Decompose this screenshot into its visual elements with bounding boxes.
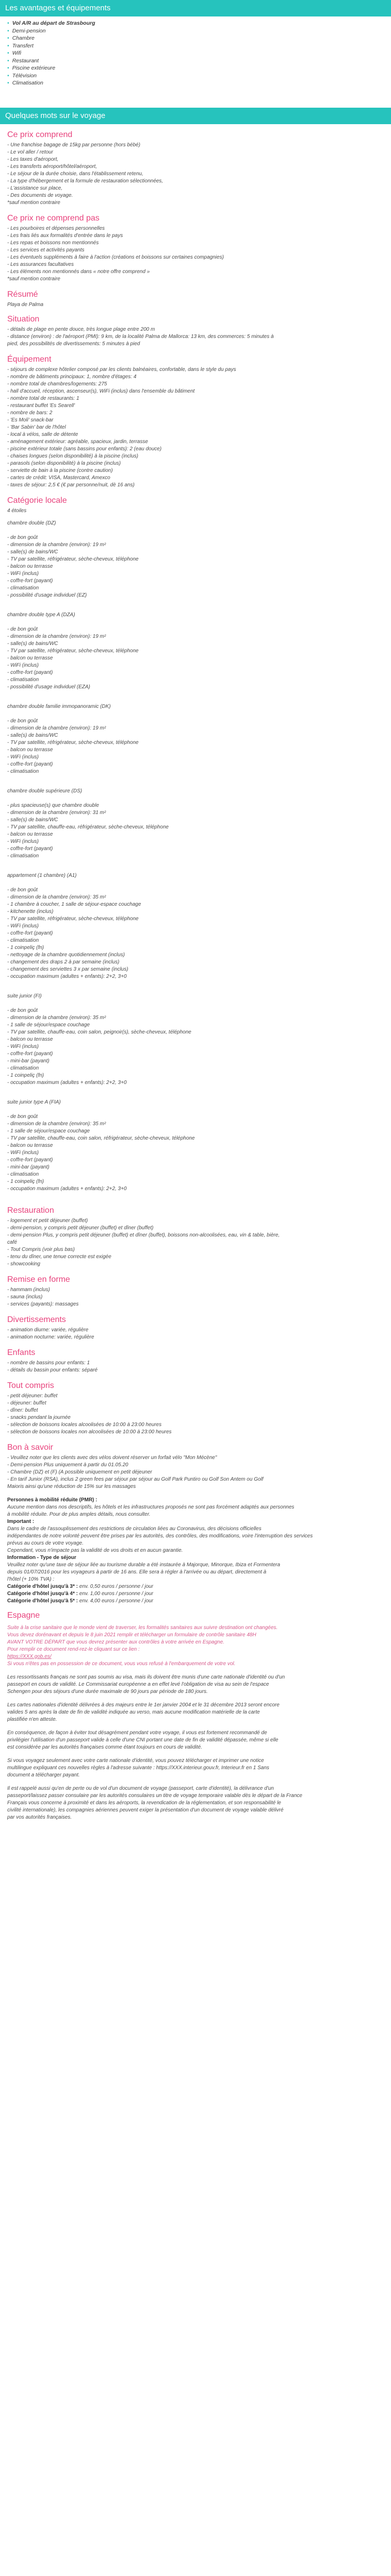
spacer [7, 1002, 384, 1007]
avantage-label: Restaurant [12, 57, 39, 64]
bon-a-savoir-heading: Bon à savoir [7, 1443, 53, 1452]
equipement-line: - séjours de complexe hôtelier composé par les clients balnéaires, confortable, dans le style du pays [7, 366, 236, 372]
room-feature-line: - 1 coinpeliç (fn) [7, 1178, 44, 1184]
prix-pas-line: - Les éléments non mentionnés dans « notre offre comprend » [7, 268, 150, 275]
room-feature-line: - balcon ou terrasse [7, 1036, 53, 1042]
room-feature-line: - 1 chambre à coucher, 1 salle de séjour-espace couchage [7, 901, 141, 907]
equipement-line: - cartes de crédit: VISA, Mastercard, Amexco [7, 474, 110, 481]
room-type-title: suite junior (FI) [7, 993, 42, 999]
prix-pas-line: - Les pourboires et dépenses personnelles [7, 225, 105, 231]
room-feature-line: - coffre-fort (payant) [7, 1050, 53, 1057]
equipement-line: - 'Es Moli' snack-bar [7, 417, 54, 423]
room-feature-line: - WiFi (inclus) [7, 1043, 39, 1049]
avantage-label: Wifi [12, 50, 22, 56]
room-feature-line: - balcon ou terrasse [7, 563, 53, 569]
resume-heading: Résumé [7, 290, 38, 299]
important-line: indépendantes de notre volonté peuvent être prises par les autorités, des contrôles, des modifications, voire l'interruption des services [7, 1533, 313, 1539]
equipement-line: - aménagement extérieur: agréable, spacieux, jardin, terrasse [7, 438, 148, 445]
room-feature-line: - 1 coinpeliç (fn) [7, 1072, 44, 1078]
tout-compris-line: - petit déjeuner: buffet [7, 1393, 58, 1399]
equipement-line: - chaises longues (selon disponibilité) à la piscine (inclus) [7, 453, 139, 459]
pmr-heading: Personnes à mobilité réduite (PMR) : [7, 1497, 97, 1503]
bon-a-savoir-line: - En tarif Junior (RSA), inclus 2 green fees par séjour par séjour au Golf Park Puntiro ou Golf Son Antem ou Golf [7, 1476, 264, 1482]
prix-comprend-line: - Les taxes d'aéroport, [7, 156, 59, 162]
espagne-alert-line: Si vous n'êtes pas en possession de ce document, vous vous refusé à l'embarquement de votre vol. [7, 1660, 236, 1667]
espagne-alert-line: Suite à la crise sanitaire que le monde vient de traverser, les formalités sanitaires aux suivre destination ont changées. [7, 1624, 278, 1631]
room-feature-line: - dimension de la chambre (environ): 35 m² [7, 1014, 106, 1021]
equipement-line: - nombre de bâtiments principaux: 1, nombre d'étages: 4 [7, 374, 137, 380]
spacer [7, 621, 384, 626]
important-line: Cependant, vous n'impacte pas la validité de vos droits et en aucun garantie. [7, 1547, 183, 1553]
room-feature-line: - balcon ou terrasse [7, 655, 53, 661]
tax-category-label: Catégorie d'hôtel jusqu'à 3* : [7, 1583, 79, 1589]
prix-pas-line: - Les assurances facultatives [7, 261, 74, 267]
prix-pas-line: - Les frais liés aux formalités d'entrée dans le pays [7, 232, 123, 239]
room-feature-line: - climatisation [7, 937, 39, 943]
room-feature-line: - climatisation [7, 676, 39, 683]
info-line: Veuillez noter qu'une taxe de séjour liée au tourisme durable a été instaurée à Majorque, Minorque, Ibiza et Formentera [7, 1562, 281, 1568]
pmr-line: Aucune mention dans nos descriptifs, les hôtels et les infrastructures proposés ne sont pas forcément adaptés aux personnes [7, 1504, 295, 1510]
room-type-title: chambre double familie immopanoramic (DK) [7, 703, 111, 709]
spacer [7, 599, 384, 606]
info-heading: Information - Type de séjour [7, 1554, 76, 1561]
resume-text: Playa de Palma [7, 301, 44, 308]
room-type-title: chambre double (DZ) [7, 520, 56, 526]
bullet-icon: • [7, 80, 9, 86]
tax-category-line [7, 1590, 384, 1598]
avantage-item [7, 27, 391, 35]
avantage-item [7, 20, 391, 27]
espagne-heading: Espagne [7, 1611, 40, 1620]
room-feature-line: - mini-bar (payant) [7, 1164, 50, 1170]
room-feature-line: - dimension de la chambre (environ): 19 m² [7, 541, 106, 548]
room-feature-line: - WiFi (inclus) [7, 1149, 39, 1156]
remise-line: - sauna (inclus) [7, 1294, 43, 1300]
room-feature-line: - dimension de la chambre (environ): 35 m² [7, 894, 106, 900]
room-type-title: suite junior type A (FIA) [7, 1099, 61, 1105]
important-line: prévus au cours de votre voyage. [7, 1540, 84, 1546]
prix-comprend-line: - Le séjour de la durée choisie, dans l'établissement retenu, [7, 171, 143, 177]
spacer [7, 882, 384, 887]
tax-category-line [7, 1583, 384, 1590]
room-feature-line: - occupation maximum (adultes + enfants): 2+2, 3+0 [7, 1185, 127, 1192]
important-line: Dans le cadre de l'assouplissement des restrictions de circulation liées au Coronavirus, des décisions officielles [7, 1526, 262, 1532]
spacer [7, 1696, 384, 1702]
room-feature-line: - de bon goût [7, 1007, 38, 1013]
espagne-paragraph-line: privilégier l'utilisation d'un passeport valide à celle d'une CNI portant une date de fin de validité dépassée, même si elle [7, 1737, 279, 1743]
spacer [7, 775, 384, 783]
restauration-line: - demi-pension Plus, y compris petit déjeuner (buffet) et dîner (buffet), boissons non-alcoolisées, eau, vin & table, bière, [7, 1232, 280, 1238]
equipement-line: - serviette de bain à la piscine (contre caution) [7, 467, 113, 473]
section-banner-voyage: Quelques mots sur le voyage [0, 108, 391, 124]
room-type-title: chambre double type A (DZA) [7, 612, 75, 618]
spacer [7, 1723, 384, 1730]
espagne-paragraph-line: Français vous concerne à proximité et dans les aéroports, la revendication de la réglementation, et son responsabilité le [7, 1800, 281, 1806]
room-feature-line: - de bon goût [7, 887, 38, 893]
avantage-label: Chambre [12, 35, 35, 41]
prix-comprend-line: - Le vol aller / retour [7, 149, 53, 155]
room-feature-line: - possibilité d'usage individuel (EZ) [7, 592, 87, 598]
room-feature-line: - TV par satellite, réfrigérateur, sèche-cheveux, téléphone [7, 556, 139, 562]
restauration-line: - showcooking [7, 1261, 40, 1267]
room-feature-line: - coffre-fort (payant) [7, 930, 53, 936]
spacer [7, 980, 384, 988]
prix-comprend-line: - Les transferts aéroport/hôtel/aéroport, [7, 163, 97, 170]
tax-category-label: Catégorie d'hôtel jusqu'à 4* : [7, 1590, 79, 1597]
room-feature-line: - salle(s) de bains/WC [7, 549, 58, 555]
room-feature-line: - possibilité d'usage individuel (EZA) [7, 684, 90, 690]
room-feature-line: - dimension de la chambre (environ): 31 m² [7, 809, 106, 816]
tax-category-value: env. 4,00 euros / personne / jour [79, 1598, 154, 1604]
equipement-line: - nombre de bars: 2 [7, 410, 53, 416]
espagne-paragraph-line: Les ressortissants français ne sont pas soumis au visa, mais ils doivent être munis d'une carte nationale d'identité ou d'un [7, 1674, 285, 1680]
voyage-content [0, 130, 391, 1821]
remise-line: - hammam (inclus) [7, 1286, 50, 1293]
restauration-line: café [7, 1239, 17, 1245]
bon-a-savoir-line: - Chambre (DZ) et (F) (A possible uniquement en petit déjeuner [7, 1469, 152, 1475]
espagne-paragraph-line: passeport en cours de validité. Le Commissariat européenne a en effet levé l'obligation de visa au sein de l'espace [7, 1681, 269, 1687]
room-feature-line: - TV par satellite, chauffe-eau, coin salon, peignoir(s), sèche-cheveux, téléphone [7, 1029, 191, 1035]
spacer [7, 1193, 384, 1200]
equipement-line: - nombre total de chambres/logements: 275 [7, 381, 107, 387]
room-feature-line: - mini-bar (payant) [7, 1058, 50, 1064]
avantage-label: Demi-pension [12, 27, 46, 34]
room-feature-line: - WiFi (inclus) [7, 923, 39, 929]
room-feature-line: - coffre-fort (payant) [7, 669, 53, 675]
prix-comprend-line: *sauf mention contraire [7, 199, 60, 206]
room-feature-line: - WiFi (inclus) [7, 754, 39, 760]
tax-category-value: env. 0,50 euros / personne / jour [79, 1583, 154, 1589]
spacer [7, 691, 384, 698]
tax-category-value: env. 1,00 euros / personne / jour [79, 1590, 154, 1597]
espagne-paragraph-line: passeport/laissez passer consulaire par les autorités consulaires un titre de voyage temporaire valable dès le départ de la France [7, 1792, 302, 1799]
tax-category-label: Catégorie d'hôtel jusqu'à 5* : [7, 1598, 79, 1604]
prix-comprend-line: - Des documents de voyage. [7, 192, 73, 198]
espagne-paragraph-line: document a télécharger payant. [7, 1772, 80, 1778]
spacer [7, 529, 384, 534]
room-feature-line: - coffre-fort (payant) [7, 578, 53, 584]
bullet-icon: • [7, 72, 9, 79]
bon-a-savoir-line: Maioris ainsi qu'une réduction de 15% sur les massages [7, 1483, 136, 1489]
spacer [7, 860, 384, 867]
room-feature-line: - de bon goût [7, 534, 38, 540]
spacer [7, 1108, 384, 1113]
room-feature-line: - WiFi (inclus) [7, 838, 39, 844]
avantage-item [7, 57, 391, 65]
prix-pas-line: *sauf mention contraire [7, 276, 60, 282]
prix-comprend-line: - La type d'hébergement et la formule de restauration sélectionnées, [7, 178, 164, 184]
room-type-title: appartement (1 chambre) (A1) [7, 872, 77, 878]
room-feature-line: - changement des draps 2 à par semaine (inclus) [7, 959, 120, 965]
divertissements-line: - animation diurne: variée, régulière [7, 1327, 89, 1333]
room-feature-line: - 1 coinpeliç (fn) [7, 944, 44, 951]
room-feature-line: - TV par satellite, réfrigérateur, sèche-cheveux, téléphone [7, 916, 139, 922]
bullet-icon: • [7, 35, 9, 41]
prix-comprend-line: - L'assistance sur place, [7, 185, 62, 191]
avantage-item [7, 64, 391, 72]
room-feature-line: - salle(s) de bains/WC [7, 817, 58, 823]
info-line: l'hôtel (+ 10% TVA) : [7, 1576, 55, 1582]
room-feature-line: - WiFi (inclus) [7, 570, 39, 577]
tout-compris-line: - déjeuner: buffet [7, 1400, 46, 1406]
avantage-label: Piscine extérieure [12, 65, 56, 71]
room-feature-line: - changement des serviettes 3 x par semaine (inclus) [7, 966, 128, 972]
espagne-paragraph-line: Il est rappelé aussi qu'en de perte ou de vol d'un document de voyage (passeport, carte d'identité), la délivrance d'un [7, 1785, 274, 1791]
room-feature-line: - TV par satellite, réfrigérateur, sèche-cheveux, téléphone [7, 648, 139, 654]
restauration-heading: Restauration [7, 1206, 54, 1215]
room-feature-line: - climatisation [7, 1065, 39, 1071]
room-feature-line: - TV par satellite, chauffe-eau, réfrigérateur, sèche-cheveux, téléphone [7, 824, 169, 830]
espagne-paragraph-line: Les cartes nationales d'identité délivrées à des majeurs entre le 1er janvier 2004 et le 31 décembre 2013 seront encore [7, 1702, 280, 1708]
room-feature-line: - salle(s) de bains/WC [7, 640, 58, 647]
enfants-line: - détails du bassin pour enfants: séparé [7, 1367, 98, 1373]
room-feature-line: - climatisation [7, 1171, 39, 1177]
tout-compris-line: - sélection de boissons locales non alcoolisées de 10:00 à 23:00 heures [7, 1429, 172, 1435]
section-banner-avantages: Les avantages et équipements [0, 0, 391, 16]
room-feature-line: - coffre-fort (payant) [7, 1157, 53, 1163]
important-heading: Important : [7, 1518, 35, 1524]
room-feature-line: - TV par satellite, réfrigérateur, sèche-cheveux, téléphone [7, 739, 139, 745]
room-feature-line: - 1 salle de séjour/espace couchage [7, 1022, 90, 1028]
espagne-paragraph-line: est considérée par les autorités françaises comme étant toujours en cours de validité. [7, 1744, 202, 1750]
avantage-label: Climatisation [12, 80, 43, 86]
espagne-alert-line: AVANT VOTRE DÉPART que vous devrez présenter aux contrôles à votre arrivée en Espagne. [7, 1639, 224, 1645]
situation-heading: Situation [7, 314, 40, 324]
room-feature-line: - balcon ou terrasse [7, 831, 53, 837]
room-feature-line: - dimension de la chambre (environ): 35 m² [7, 1121, 106, 1127]
avantage-item [7, 49, 391, 57]
divertissements-line: - animation nocturne: variée, régulière [7, 1334, 94, 1340]
espagne-form-link[interactable]: https://XXX.gob.es/ [7, 1653, 52, 1659]
room-feature-line: - TV par satellite, chauffe-eau, coin salon, réfrigérateur, sèche-cheveux, téléphone [7, 1135, 195, 1141]
tout-compris-line: - dîner: buffet [7, 1407, 38, 1413]
tout-compris-line: - sélection de boissons locales alcoolisées de 10:00 à 23:00 heures [7, 1421, 162, 1428]
bullet-icon: • [7, 42, 9, 49]
tax-category-line [7, 1598, 384, 1605]
room-type-title: chambre double supérieure (DS) [7, 788, 83, 794]
equipement-line: - nombre total de restaurants: 1 [7, 395, 79, 401]
categorie-heading: Catégorie locale [7, 496, 67, 505]
equipement-line: - parasols (selon disponibilité) à la piscine (inclus) [7, 460, 121, 466]
espagne-paragraph-line: Si vous voyagez seulement avec votre carte nationale d'identité, vous pouvez télécharger et imprimer une notice [7, 1757, 264, 1764]
spacer [7, 1087, 384, 1094]
info-line: depuis 01/07/2016 pour les voyageurs à partir de 16 ans. Elle sera à régler à l'arrivée ou au départ, directement à [7, 1569, 267, 1575]
remise-line: - services (payants): massages [7, 1301, 79, 1307]
prix-pas-line: - Les services et activités payants [7, 247, 85, 253]
espagne-paragraph-line: En conséquence, de façon à éviter tout désagrément pendant votre voyage, il vous est fortement recommandé de [7, 1730, 267, 1736]
avantage-item [7, 35, 391, 42]
spacer [7, 797, 384, 802]
room-feature-line: - dimension de la chambre (environ): 19 m² [7, 725, 106, 731]
room-feature-line: - plus spacieuse(s) que chambre double [7, 802, 99, 808]
restauration-line: - demi-pension, y compris petit déjeuner (buffet) et dîner (buffet) [7, 1225, 154, 1231]
room-feature-line: - climatisation [7, 585, 39, 591]
room-feature-line: - climatisation [7, 768, 39, 774]
prix-pas-heading: Ce prix ne comprend pas [7, 213, 100, 223]
enfants-heading: Enfants [7, 1348, 36, 1357]
equipement-heading: Équipement [7, 354, 52, 364]
avantage-item [7, 72, 391, 80]
divertissements-heading: Divertissements [7, 1315, 66, 1324]
room-feature-line: - salle(s) de bains/WC [7, 732, 58, 738]
espagne-paragraph-line: valides 5 ans après la date de fin de validité indiquée au verso, mais aucune modification matérielle de la carte [7, 1709, 260, 1715]
spacer [7, 1779, 384, 1785]
equipement-line: - hall d'accueil, réception, ascenseur(s), WiFi (inclus) dans l'ensemble du bâtiment [7, 388, 195, 394]
prix-comprend-line: - Une franchise bagage de 15kg par personne (hors bébé) [7, 142, 140, 148]
avantages-list [0, 20, 391, 87]
room-feature-line: - coffre-fort (payant) [7, 761, 53, 767]
bullet-icon: • [7, 65, 9, 71]
espagne-paragraph-line: civilité internationale), les compagnies aériennes peuvent exiger la présentation d'un document de voyage valable délivré [7, 1807, 284, 1813]
bon-a-savoir-line: - Demi-pension Plus uniquement à partir du 01.05.20 [7, 1462, 128, 1468]
spacer [7, 713, 384, 718]
espagne-alert-line: Vous devez dorénavant et depuis le 8 juin 2021 remplir et télécharger un formulaire de contrôle sanitaire 48H [7, 1632, 256, 1638]
bullet-icon: • [7, 20, 9, 26]
room-feature-line: - dimension de la chambre (environ): 19 m² [7, 633, 106, 639]
bullet-icon: • [7, 57, 9, 64]
room-feature-line: - occupation maximum (adultes + enfants): 2+2, 3+0 [7, 1079, 127, 1086]
prix-pas-line: - Les repas et boissons non mentionnés [7, 240, 99, 246]
equipement-line: - local à vélos, salle de détente [7, 431, 78, 437]
room-feature-line: - WiFi (inclus) [7, 662, 39, 668]
avantage-label: Télévision [12, 72, 37, 79]
spacer [7, 1490, 384, 1497]
equipement-line: - 'Bar Sabin' bar de l'hôtel [7, 424, 66, 430]
equipement-line: - taxes de séjour: 2,5 € (€ par personne/nuit, dè 16 ans) [7, 482, 135, 488]
room-feature-line: - de bon goût [7, 718, 38, 724]
tout-compris-heading: Tout compris [7, 1381, 54, 1390]
equipement-line: - restaurant buffet 'Es Searell' [7, 402, 75, 409]
room-feature-line: - climatisation [7, 853, 39, 859]
remise-heading: Remise en forme [7, 1275, 70, 1284]
bon-a-savoir-line: - Veuillez noter que les clients avec des vélos doivent réserver un forfait vélo "Mon Mécène" [7, 1454, 217, 1461]
restauration-line: - logement et petit déjeuner (buffet) [7, 1217, 88, 1224]
tout-compris-line: - snacks pendant la journée [7, 1414, 71, 1420]
room-feature-line: - balcon ou terrasse [7, 747, 53, 753]
espagne-paragraph-line: plastifiée n'en atteste. [7, 1716, 57, 1722]
espagne-alert-line: Pour remplir ce document rend-rez-le cliquant sur ce lien : [7, 1646, 140, 1652]
avantage-label: Transfert [12, 42, 34, 49]
avantage-item [7, 79, 391, 87]
avantage-label: Vol A/R au départ de Strasbourg [12, 20, 95, 26]
bullet-icon: • [7, 50, 9, 56]
espagne-paragraph-line: Schengen pour des séjours d'une durée maximale de 90 jours par période de 180 jours. [7, 1688, 208, 1694]
situation-line: pied, des possibilités de divertissements: 5 minutes à pied [7, 341, 140, 347]
prix-comprend-heading: Ce prix comprend [7, 130, 73, 139]
bullet-icon: • [7, 27, 9, 34]
restauration-line: - Tout Compris (voir plus bas) [7, 1246, 75, 1252]
room-feature-line: - nettoyage de la chambre quotidiennement (inclus) [7, 952, 125, 958]
room-feature-line: - balcon ou terrasse [7, 1142, 53, 1148]
room-feature-line: - de bon goût [7, 626, 38, 632]
room-feature-line: - coffre-fort (payant) [7, 845, 53, 852]
prix-pas-line: - Les éventuels suppléments à faire à l'action (créations et boissons sur certaines compagnies) [7, 254, 224, 260]
room-feature-line: - de bon goût [7, 1113, 38, 1120]
avantage-item [7, 42, 391, 50]
room-feature-line: - 1 salle de séjour/espace couchage [7, 1128, 90, 1134]
espagne-paragraph-line: multilingue expliquant ces nouvelles règles à l'adresse suivante : https://XXX.interieur.gouv.fr, Interieur.fr en 1 Sans [7, 1765, 269, 1771]
restauration-line: - tenu du dîner, une tenue correcte est exigée [7, 1253, 111, 1260]
situation-line: - distance (environ) : de l'aéroport (PMI): 9 km, de la localité Palma de Mallorca: 13 km, des commerces: 5 minutes à [7, 333, 274, 340]
room-feature-line: - kitchenette (inclus) [7, 908, 54, 914]
room-feature-line: - occupation maximum (adultes + enfants): 2+2, 3+0 [7, 973, 127, 979]
pmr-line: à mobilité réduite. Pour de plus amples détails, nous consulter. [7, 1511, 151, 1517]
equipement-line: - piscine extérieur totale (sans bassins pour enfants): 2 (eau douce) [7, 446, 162, 452]
enfants-line: - nombre de bassins pour enfants: 1 [7, 1360, 90, 1366]
situation-line: - détails de plage en pente douce, très longue plage entre 200 m [7, 326, 155, 332]
espagne-paragraph-line: par vos autorités françaises. [7, 1814, 72, 1820]
spacer [7, 1751, 384, 1757]
categorie-text: 4 étoiles [7, 507, 27, 514]
spacer [7, 1668, 384, 1674]
